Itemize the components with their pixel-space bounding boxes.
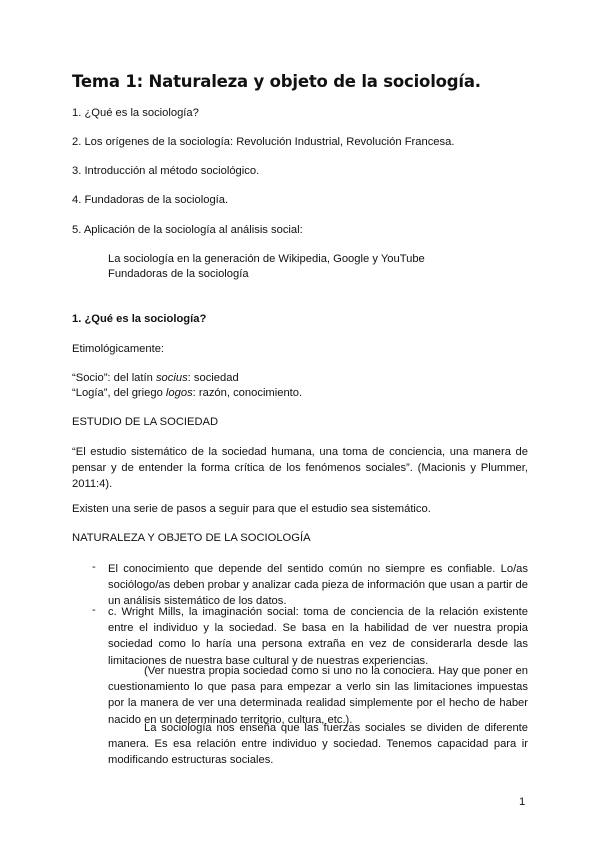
index-item-1: 1. ¿Qué es la sociología? [72, 107, 199, 119]
socio-suffix: : sociedad [187, 372, 239, 384]
logia-word: logos [165, 387, 193, 399]
index-item-3: 3. Introducción al método sociológico. [72, 165, 260, 177]
bullet-item-1: El conocimiento que depende del sentido común no siempre es confiable. Lo/as sociólogo/as deben probar y analizar cada pieza de información que usan a partir de un análisis sistemático de los datos. [108, 563, 528, 608]
nature-heading: NATURALEZA Y OBJETO DE LA SOCIOLOGÍA [72, 532, 311, 544]
logia-suffix: : razón, conocimiento. [192, 387, 303, 399]
subindex-item-2: Fundadoras de la sociología [108, 268, 249, 280]
bullet-item-2: c. Wright Mills, la imaginación social: toma de conciencia de la relación existente entre el individuo y la sociedad. Se basa en la habilidad de ver nuestra propia sociedad como lo haría una persona extraña en vez de considerarla desde las limitaciones de nuestra base cultural y de nuestras experiencias. [108, 606, 528, 667]
study-heading: ESTUDIO DE LA SOCIEDAD [72, 416, 219, 428]
bullet-marker: - [92, 561, 96, 573]
paragraph-note: (Ver nuestra propia sociedad como si uno no la conociera. Hay que poner en cuestionamiento lo que pasa para empezar a verlo sin las limitaciones impuestas por la manera de ver una determinada realidad simplemente por el hecho de haber nacido en un determinado territorio, cultura, etc.). [108, 665, 528, 726]
bullet-marker: - [92, 604, 96, 616]
page-title: Tema 1: Naturaleza y objeto de la sociología. [72, 72, 481, 91]
page-number: 1 [519, 796, 526, 808]
definition-quote: “El estudio sistemático de la sociedad humana, una toma de conciencia, una manera de pensar y de entender la forma crítica de los fenómenos sociales”. (Macionis y Plummer, 2011:4). [72, 446, 528, 491]
steps-paragraph: Existen una serie de pasos a seguir para que el estudio sea sistemático. [72, 503, 431, 515]
paragraph-forces: La sociología nos enseña que las fuerzas sociales se dividen de diferente manera. Es esa relación entre individuo y sociedad. Tenemos capacidad para ir modificando estructuras sociales. [108, 722, 528, 767]
index-item-2: 2. Los orígenes de la sociología: Revolución Industrial, Revolución Francesa. [72, 136, 455, 148]
logia-prefix: “Logía”, del griego [72, 387, 166, 399]
socio-prefix: “Socio”: del latín [72, 372, 156, 384]
subindex-item-1: La sociología en la generación de Wikipedia, Google y YouTube [108, 253, 425, 265]
socio-word: socius [155, 372, 188, 384]
etymology-label: Etimológicamente: [72, 343, 165, 355]
section-heading: 1. ¿Qué es la sociología? [72, 313, 207, 325]
logia-line [72, 387, 302, 399]
index-item-4: 4. Fundadoras de la sociología. [72, 194, 229, 206]
index-item-5: 5. Aplicación de la sociología al análisis social: [72, 224, 303, 236]
socio-line [72, 372, 239, 384]
